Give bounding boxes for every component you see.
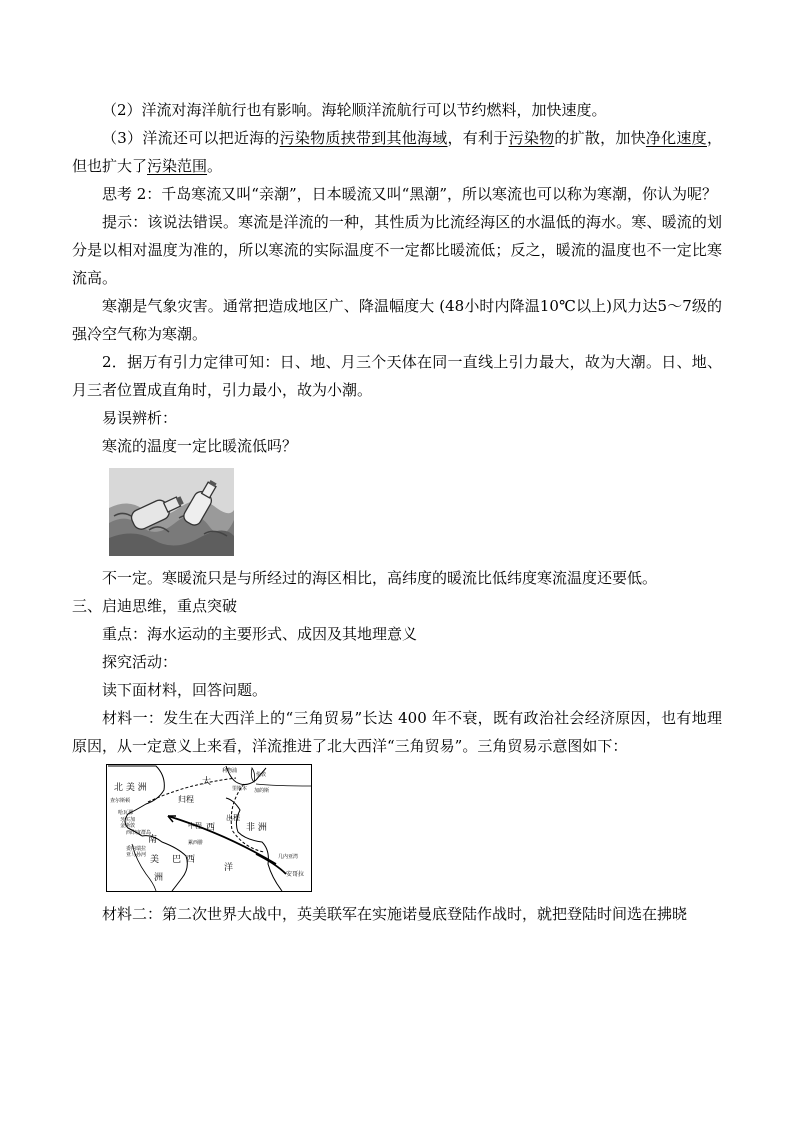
map-label: 西 <box>186 855 196 865</box>
paragraph-pollution <box>72 124 722 180</box>
text-run: ，有利于 <box>447 129 509 147</box>
section-heading: 三、启迪思维，重点突破 <box>72 597 238 615</box>
map-label: 牙买加 <box>120 817 136 823</box>
map-label: 西印度群岛 <box>126 830 152 836</box>
map-label: 累西腓 <box>188 840 204 846</box>
paragraph-cold-wave: 寒潮是气象灾害。通常把造成地区广、降温幅度大 (48小时内降温10℃以上)风力达5～7级的强冷空气称为寒潮。 <box>72 297 722 343</box>
map-label: 南 <box>148 835 158 845</box>
map-label: 查尔斯顿 <box>110 798 131 804</box>
underlined-text: 污染物质挟带到其他海域 <box>279 129 448 147</box>
paragraph-activity: 探究活动： <box>102 653 178 671</box>
map-label: 伦敦 <box>256 772 267 778</box>
map-label: 利物浦 <box>222 768 238 774</box>
map-label: 亚马孙河 <box>126 852 147 858</box>
paragraph-tide: 2．据万有引力定律可知：日、地、月三个天体在同一直线上引力最大，故为大潮。日、地、月三者位置成直角时，引力最小，故为小潮。 <box>72 353 722 399</box>
paragraph-key-point: 重点：海水运动的主要形式、成因及其地理意义 <box>102 625 418 643</box>
map-label: 金斯敦 <box>120 823 136 829</box>
map-label: 哈瓦那 <box>118 810 134 816</box>
map-label: 安哥拉 <box>286 871 305 878</box>
map-label: 北 美 洲 <box>114 783 147 793</box>
triangle-trade-map-svg <box>106 764 312 892</box>
map-label: 巴 <box>172 855 182 865</box>
paragraph-hint: 提示：该说法错误。寒流是洋流的一种，其性质为比流经海区的水温低的海水。寒、暖流的划分是以相对温度为准的，所以寒流的实际温度不一定都比暖流低；反之，暖流的温度也不一定比寒流高。 <box>72 213 722 287</box>
paragraph-material-1: 材料一：发生在大西洋上的“三角贸易”长达 400 年不衰，既有政治社会经济原因，也有地理原因，从一定意义上来看，洋流推进了北大西洋“三角贸易”。三角贸易示意图如下： <box>72 709 722 755</box>
document-page <box>72 96 722 928</box>
paragraph-think-2: 思考 2：千岛寒流又叫“亲潮”，日本暖流又叫“黑潮”，所以寒流也可以称为寒潮，你认为呢？ <box>102 185 717 203</box>
triangle-trade-map <box>106 764 312 892</box>
bottle-waves-image <box>109 468 234 556</box>
map-label: 归程 <box>178 795 194 804</box>
paragraph-navigation: （2）洋流对海洋航行也有影响。海轮顺洋流航行可以节约燃料，加快速度。 <box>102 101 607 119</box>
map-label: 委内瑞拉 <box>126 846 147 852</box>
underlined-text: 净化速度 <box>645 129 707 147</box>
paragraph-question: 寒流的温度一定比暖流低吗？ <box>102 437 298 455</box>
paragraph-material-2: 材料二：第二次世界大战中，英美联军在实施诺曼底登陆作战时，就把登陆时间选在拂晓 <box>102 905 688 923</box>
paragraph-answer: 不一定。寒暖流只是与所经过的海区相比，高纬度的暖流比低纬度寒流温度还要低。 <box>102 569 658 587</box>
map-label: 洋 <box>224 863 234 873</box>
map-label: 大 <box>202 777 212 787</box>
underlined-text: 污染范围 <box>147 157 208 175</box>
map-label: 西 <box>206 823 216 833</box>
text-run: （3）洋流还可以把近海的 <box>102 129 280 147</box>
paragraph-misconception-title: 易误辨析： <box>102 409 178 427</box>
paragraph-instruction: 读下面材料，回答问题。 <box>102 681 268 699</box>
map-label: 几内亚湾 <box>278 854 299 860</box>
map-label: 洲 <box>154 873 164 883</box>
bottle-illustration <box>109 468 234 556</box>
map-label: 里斯本 <box>232 786 248 792</box>
map-label: 出程 <box>226 814 240 822</box>
map-label: 非 洲 <box>246 823 267 833</box>
map-label: 美 <box>150 855 160 865</box>
map-label: 中程 <box>188 822 202 830</box>
text-run: 。 <box>207 157 223 175</box>
underlined-text: 污染物 <box>508 129 555 147</box>
map-label: 加的斯 <box>254 788 270 794</box>
text-run: ，但也扩大了 <box>72 129 722 175</box>
text-run: 的扩散，加快 <box>554 129 646 147</box>
